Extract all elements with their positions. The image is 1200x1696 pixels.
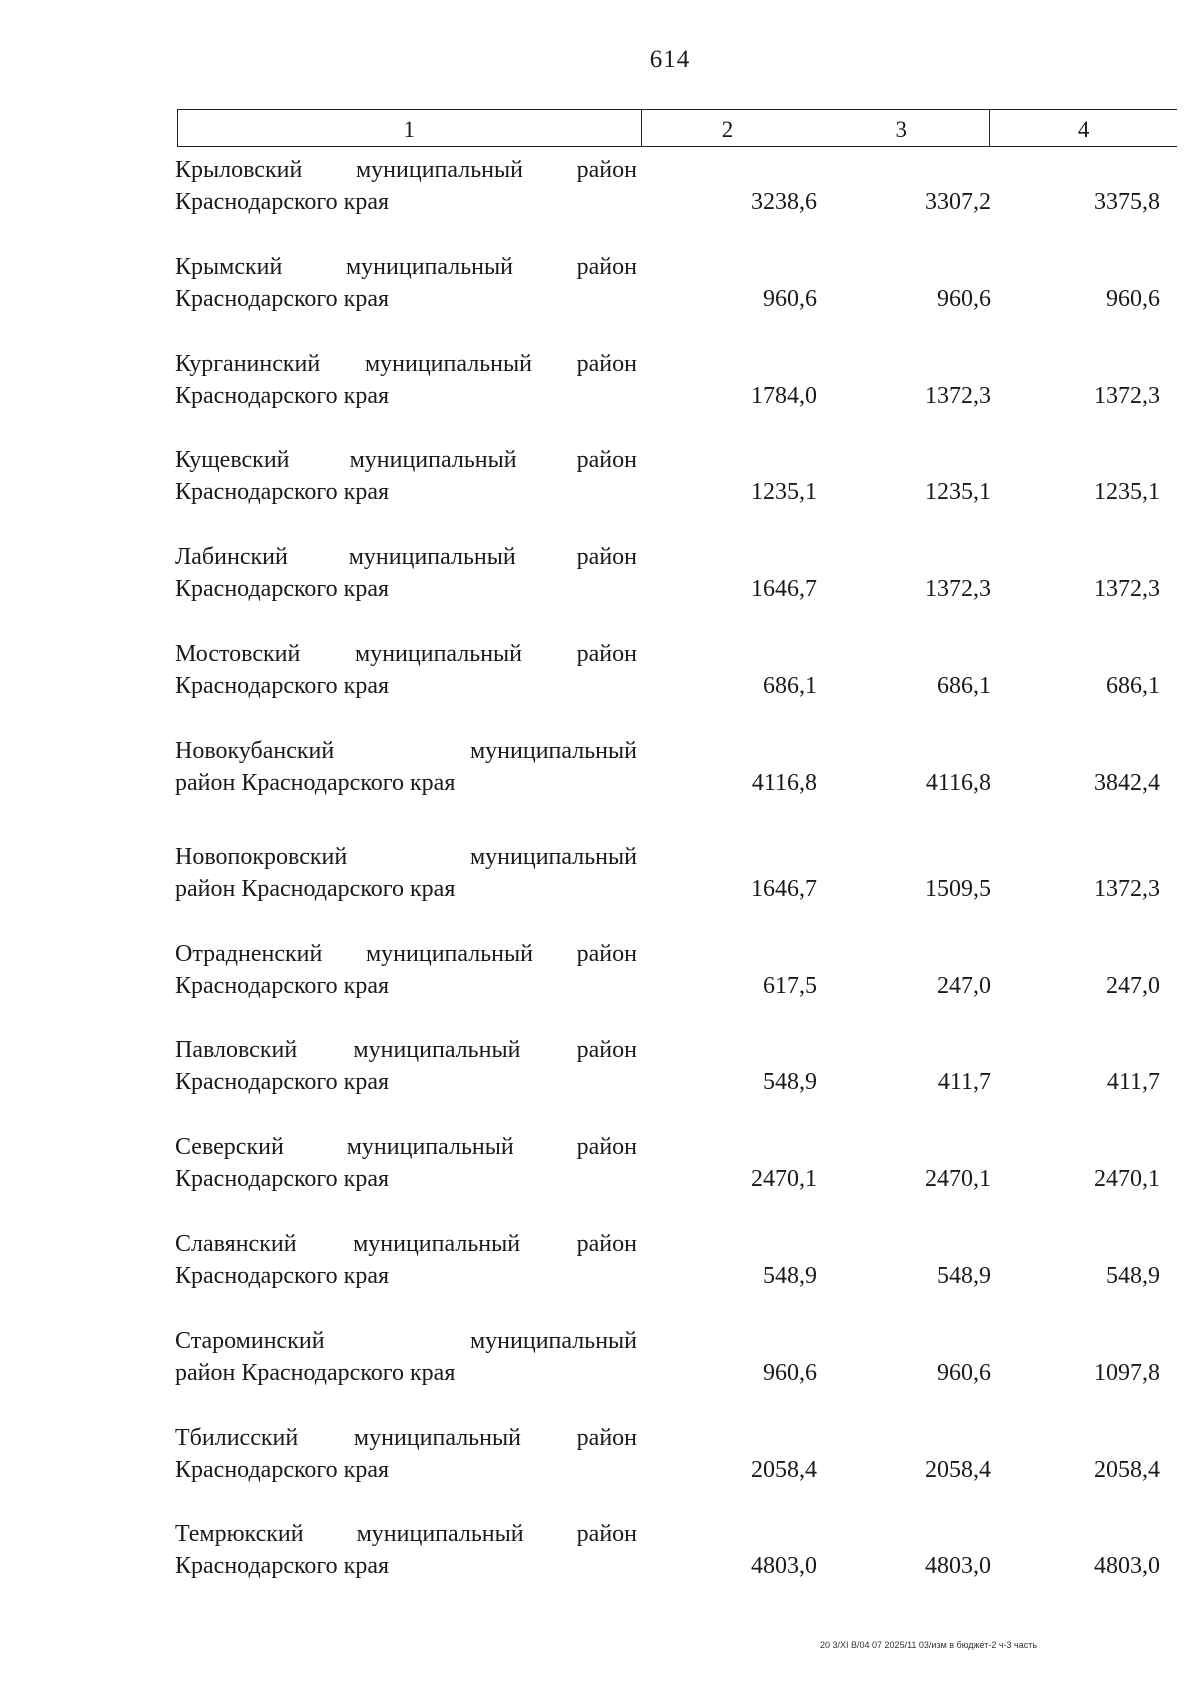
value-col-4: 3842,4 xyxy=(1094,769,1160,796)
table-body xyxy=(175,150,1175,1611)
value-col-2: 1646,7 xyxy=(751,875,817,902)
value-col-3: 1509,5 xyxy=(925,875,991,902)
district-name: Мостовский муниципальный район Краснодарского края xyxy=(175,640,637,699)
value-col-3: 247,0 xyxy=(937,972,991,999)
value-col-3: 4116,8 xyxy=(925,769,991,796)
table-row xyxy=(175,537,1175,634)
table-row xyxy=(175,1127,1175,1224)
district-name: Тбилисский муниципальный район Краснодарского края xyxy=(175,1424,637,1483)
district-name: Новокубанский муниципальный район Краснодарского края xyxy=(175,737,637,796)
value-col-4: 548,9 xyxy=(1106,1262,1160,1289)
value-col-3: 2058,4 xyxy=(925,1456,991,1483)
header-cell-2: 2 xyxy=(721,117,734,142)
table-row xyxy=(175,634,1175,731)
district-name: Северский муниципальный район Краснодарского края xyxy=(175,1134,637,1193)
table-row xyxy=(175,1224,1175,1321)
district-name: Славянский муниципальный район Краснодарского края xyxy=(175,1230,637,1289)
district-name: Кущевский муниципальный район Краснодарского края xyxy=(175,447,637,506)
value-col-4: 1372,3 xyxy=(1094,576,1160,603)
district-name: Отрадненский муниципальный район Краснодарского края xyxy=(175,940,637,999)
table-row xyxy=(175,1030,1175,1127)
header-cell-3: 3 xyxy=(813,110,990,146)
table-row xyxy=(175,1321,1175,1418)
table-row xyxy=(175,837,1175,934)
district-name: Староминский муниципальный район Краснодарского края xyxy=(175,1327,637,1386)
value-col-2: 617,5 xyxy=(763,972,817,999)
district-name: Крыловский муниципальный район Краснодарского края xyxy=(175,157,637,215)
value-col-3: 686,1 xyxy=(937,672,991,699)
value-col-4: 411,7 xyxy=(1106,1069,1160,1096)
value-col-3: 548,9 xyxy=(937,1262,991,1289)
value-col-4: 686,1 xyxy=(1106,672,1160,699)
document-footer-note: 20 3/XI В/04 07 2025/11 03/изм в бюджет-2 ч-3 часть xyxy=(820,1640,1038,1650)
value-col-4: 1097,8 xyxy=(1094,1359,1160,1386)
table-row xyxy=(175,934,1175,1031)
value-col-3: 4803,0 xyxy=(925,1553,991,1580)
header-cell-1: 1 xyxy=(178,110,642,146)
value-col-3: 411,7 xyxy=(937,1069,991,1096)
table-row xyxy=(175,150,1175,247)
value-col-3: 1372,3 xyxy=(925,576,991,603)
table-row xyxy=(175,344,1175,441)
district-name: Павловский муниципальный район Краснодарского края xyxy=(175,1037,637,1096)
value-col-2: 548,9 xyxy=(763,1262,817,1289)
value-col-2: 1646,7 xyxy=(751,576,817,603)
value-col-2: 2058,4 xyxy=(751,1456,817,1483)
value-col-2: 3238,6 xyxy=(751,189,817,215)
district-name: Новопокровский муниципальный район Краснодарского края xyxy=(175,843,637,902)
value-col-2: 4116,8 xyxy=(751,769,817,796)
value-col-3: 1235,1 xyxy=(925,479,991,506)
value-col-2: 960,6 xyxy=(763,1359,817,1386)
value-col-2: 960,6 xyxy=(763,285,817,312)
value-col-4: 247,0 xyxy=(1106,972,1160,999)
value-col-3: 960,6 xyxy=(937,285,991,312)
value-col-3: 1372,3 xyxy=(925,382,991,409)
value-col-4: 1372,3 xyxy=(1094,875,1160,902)
value-col-4: 2470,1 xyxy=(1094,1166,1160,1193)
table-row xyxy=(175,247,1175,344)
district-name: Крымский муниципальный район Краснодарского края xyxy=(175,253,637,312)
value-col-2: 2470,1 xyxy=(751,1166,817,1193)
value-col-3: 3307,2 xyxy=(925,189,991,215)
table-header xyxy=(177,109,1177,147)
table-row xyxy=(175,1418,1175,1515)
value-col-2: 4803,0 xyxy=(751,1553,817,1580)
value-col-4: 1372,3 xyxy=(1094,382,1160,409)
district-name: Курганинский муниципальный район Краснодарского края xyxy=(175,350,637,409)
value-col-4: 4803,0 xyxy=(1094,1553,1160,1580)
value-col-3: 960,6 xyxy=(937,1359,991,1386)
table-row xyxy=(175,440,1175,537)
value-col-2: 1235,1 xyxy=(751,479,817,506)
header-cell-4: 4 xyxy=(1077,117,1090,142)
value-col-4: 1235,1 xyxy=(1094,479,1160,506)
value-col-4: 960,6 xyxy=(1106,285,1160,312)
district-name: Темрюкский муниципальный район Краснодарского края xyxy=(175,1521,637,1580)
value-col-2: 548,9 xyxy=(763,1069,817,1096)
value-col-2: 686,1 xyxy=(763,672,817,699)
value-col-2: 1784,0 xyxy=(751,382,817,409)
table-row xyxy=(175,731,1175,837)
table-row xyxy=(175,1514,1175,1611)
value-col-4: 3375,8 xyxy=(1094,189,1160,215)
district-name: Лабинский муниципальный район Краснодарского края xyxy=(175,544,637,603)
value-col-4: 2058,4 xyxy=(1094,1456,1160,1483)
page-number: 614 xyxy=(649,46,691,73)
value-col-3: 2470,1 xyxy=(925,1166,991,1193)
